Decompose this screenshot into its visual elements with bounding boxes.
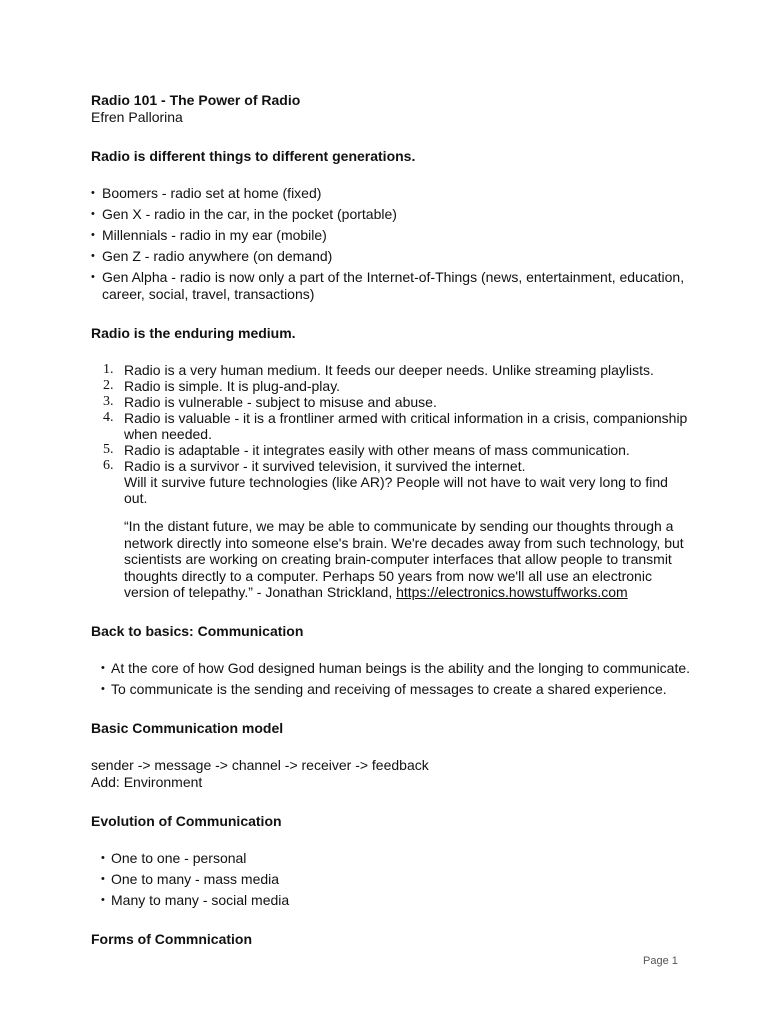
list-item: • One to one - personal: [101, 849, 247, 866]
list-item: • To communicate is the sending and receiving of messages to create a shared experience.: [101, 680, 667, 697]
list-item: 4. Radio is valuable - it is a frontliner armed with critical information in a crisis, companionship when needed.: [103, 410, 688, 442]
document-body: [91, 92, 691, 968]
communication-basics-list: [91, 660, 691, 698]
list-item: • At the core of how God designed human beings is the ability and the longing to communicate.: [101, 659, 691, 676]
section-heading-enduring-medium: Radio is the enduring medium.: [91, 325, 296, 341]
bullet-icon: •: [91, 271, 95, 283]
enduring-medium-list: [91, 362, 691, 506]
document-title: Radio 101 - The Power of Radio: [91, 92, 301, 108]
bullet-icon: •: [101, 661, 105, 674]
generations-list: [91, 185, 691, 303]
list-item: • One to many - mass media: [101, 870, 280, 887]
quote-text: “In the distant future, we may be able to communicate by sending our thoughts through a network directly into someone else's brain. We're decades away from such technology, but scientists are working on creating brain-computer interfaces that allow people to transmit thoughts directly to a computer. Perhaps 50 years from now we'll all use an electronic version of telepathy.” - Jonathan Strickland,: [124, 518, 684, 600]
section-heading-forms: Forms of Commnication: [91, 930, 253, 947]
list-item: • Boomers - radio set at home (fixed): [91, 185, 322, 201]
section-heading-generations: Radio is different things to different generations.: [91, 148, 416, 164]
followup-text: Will it survive future technologies (like AR)? People will not have to wait very long to find out.: [124, 474, 668, 506]
bullet-icon: •: [101, 851, 105, 864]
bullet-icon: •: [91, 187, 95, 199]
bullet-icon: •: [91, 208, 95, 220]
bullet-icon: •: [91, 250, 95, 262]
list-item: • Gen Alpha - radio is now only a part of the Internet-of-Things (news, entertainment, education, career, social, travel, transactions): [91, 269, 685, 302]
bullet-icon: •: [101, 893, 105, 906]
list-item: 5. Radio is adaptable - it integrates easily with other means of mass communication.: [103, 442, 630, 458]
model-addition: Add: Environment: [91, 773, 203, 790]
section-heading-evolution: Evolution of Communication: [91, 812, 282, 829]
howstuffworks-link[interactable]: https://electronics.howstuffworks.com: [396, 584, 628, 600]
list-item: • Many to many - social media: [101, 891, 290, 908]
section-heading-communication-model: Basic Communication model: [91, 719, 284, 736]
section-heading-back-to-basics: Back to basics: Communication: [91, 622, 304, 639]
evolution-list: [91, 850, 691, 909]
bullet-icon: •: [101, 872, 105, 885]
list-item: 3. Radio is vulnerable - subject to misuse and abuse.: [103, 394, 437, 410]
strickland-quote: [124, 518, 691, 601]
bullet-icon: •: [101, 682, 105, 695]
list-item: 6. Radio is a survivor - it survived television, it survived the internet. Will it survive future technologies (like AR)? People will not have to wait very long to find out.: [103, 458, 668, 506]
model-flow: sender -> message -> channel -> receiver -> feedback: [91, 756, 429, 773]
list-item: • Millennials - radio in my ear (mobile): [91, 227, 327, 243]
list-item: 1. Radio is a very human medium. It feeds our deeper needs. Unlike streaming playlists.: [103, 362, 654, 378]
list-item: • Gen X - radio in the car, in the pocket (portable): [91, 206, 397, 222]
page-number: Page 1: [643, 955, 678, 967]
list-item: 2. Radio is simple. It is plug-and-play.: [103, 378, 341, 394]
communication-model-text: [91, 757, 691, 791]
list-item: • Gen Z - radio anywhere (on demand): [91, 248, 333, 264]
bullet-icon: •: [91, 229, 95, 241]
document-author: Efren Pallorina: [91, 109, 183, 125]
